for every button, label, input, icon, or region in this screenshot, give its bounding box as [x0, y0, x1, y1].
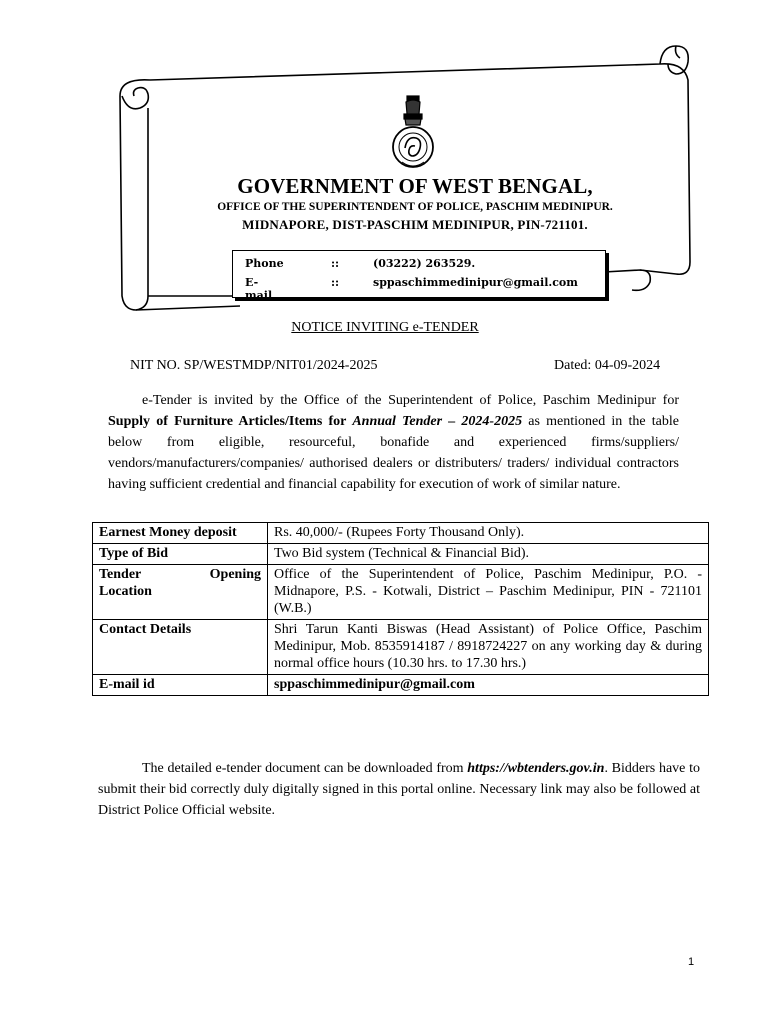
phone-value: (03222) 263529. [373, 257, 476, 270]
phone-separator: :: [331, 257, 340, 270]
email-separator: :: [331, 276, 340, 289]
email-label: E-mail [245, 276, 273, 302]
tender-details-table [92, 522, 709, 696]
intro-text-end: as mentioned in the table below from eligible, resourceful, bonafide and experienced firms/suppliers/ vendors/manufacturers/companies/ authorised dealers or distributers/ traders/ individual contractors having sufficient credential and financial capability for execution of work of similar nature. [108, 414, 679, 492]
email-id-label: E-mail id [93, 675, 268, 696]
download-text-end: . Bidders have to submit their bid correctly duly digitally signed in this portal online. Necessary link may also be followed at District Police Official website. [98, 761, 700, 818]
table-row [93, 544, 709, 565]
opening-location-label-word3: Location [99, 584, 152, 599]
download-paragraph [98, 758, 700, 821]
letterhead-contact-box [232, 250, 606, 302]
notice-heading: NOTICE INVITING e-TENDER [291, 320, 479, 335]
emd-label: Earnest Money deposit [93, 523, 268, 544]
page-number: 1 [688, 956, 695, 968]
table-row [93, 565, 709, 620]
intro-text-start: e-Tender is invited by the Office of the Superintendent of Police, Paschim Medinipur for [142, 393, 679, 408]
opening-location-label [93, 565, 268, 620]
government-title: GOVERNMENT OF WEST BENGAL, [237, 174, 593, 198]
intro-bold-text: Supply of Furniture Articles/Items for [108, 414, 353, 429]
office-address: MIDNAPORE, DIST-PASCHIM MEDINIPUR, PIN-721101. [242, 217, 588, 232]
office-name: OFFICE OF THE SUPERINTENDENT OF POLICE, PASCHIM MEDINIPUR. [217, 201, 613, 213]
opening-location-label-word1: Tender [99, 567, 142, 582]
intro-paragraph [108, 390, 679, 495]
bid-type-label: Type of Bid [93, 544, 268, 565]
opening-location-label-word2: Opening [209, 567, 261, 582]
contact-details-label: Contact Details [93, 620, 268, 675]
table-row [93, 523, 709, 544]
email-id-value: sppaschimmedinipur@gmail.com [268, 675, 709, 696]
table-row [93, 675, 709, 696]
phone-label: Phone [245, 257, 284, 270]
opening-location-value: Office of the Superintendent of Police, Paschim Medinipur, P.O. - Midnapore, P.S. - Kotwali, District – Paschim Medinipur, PIN - 721101 (W.B.) [268, 565, 709, 620]
download-text-start: The detailed e-tender document can be downloaded from [142, 761, 468, 776]
intro-tender-name: Annual Tender – 2024-2025 [352, 414, 523, 429]
nit-number: NIT NO. SP/WESTMDP/NIT01/2024-2025 [130, 358, 378, 373]
email-value: sppaschimmedinipur@gmail.com [373, 276, 578, 289]
emd-value: Rs. 40,000/- (Rupees Forty Thousand Only). [268, 523, 709, 544]
tender-portal-link[interactable]: https://wbtenders.gov.in [467, 761, 605, 776]
contact-details-value: Shri Tarun Kanti Biswas (Head Assistant) of Police Office, Paschim Medinipur, Mob. 8535914187 / 8918724227 on any working day & during normal office hours (10.30 hrs. to 17.30 hrs.) [268, 620, 709, 675]
bid-type-value: Two Bid system (Technical & Financial Bid). [268, 544, 709, 565]
notice-date: Dated: 04-09-2024 [554, 358, 661, 373]
state-emblem-icon [388, 92, 438, 172]
table-row [93, 620, 709, 675]
